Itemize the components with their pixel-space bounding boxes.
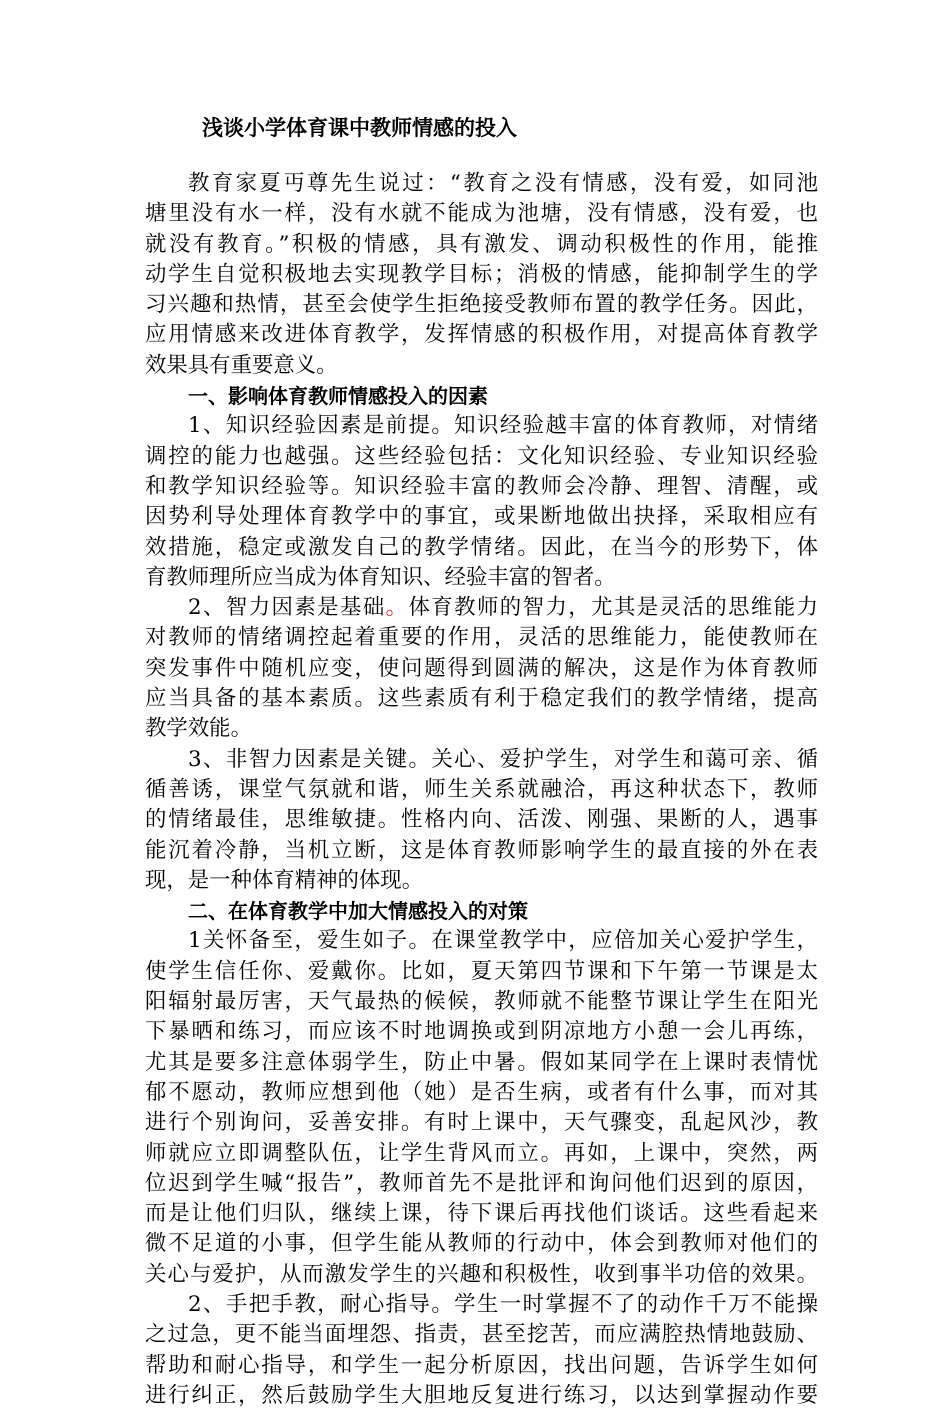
paragraph-line: [145, 1139, 818, 1169]
line-text: 阳辐射最厉害，天气最热的候候，教师就不能整节课让学生在阳光: [145, 989, 818, 1015]
paragraph-line: [145, 1229, 818, 1259]
paragraph-line: [145, 169, 818, 199]
line-text: 一、影响体育教师情感投入的因素: [188, 384, 488, 409]
paragraph-line: [145, 1381, 818, 1411]
line-text: 位迟到学生喊“报告”，教师首先不是批评和询问他们迟到的原因，: [145, 1170, 818, 1196]
paragraph-line: [145, 260, 818, 290]
line-text: 效果具有重要意义。: [145, 352, 338, 378]
line-text: 教育家夏丏尊先生说过：“教育之没有情感，没有爱，如同池: [188, 171, 818, 196]
paragraph-line: [145, 1169, 818, 1199]
paragraph-line: [145, 502, 818, 532]
line-text: 效措施，稳定或激发自己的教学情绪。因此，在当今的形势下，体: [145, 534, 818, 560]
line-text: 关心与爱护，从而激发学生的兴趣和积极性，收到事半功倍的效果。: [145, 1261, 818, 1287]
section-heading: [145, 896, 818, 926]
paragraph-line: [145, 442, 818, 472]
line-text: 突发事件中随机应变，使问题得到圆满的解决，这是作为体育教师: [145, 655, 818, 681]
line-text: 教学效能。: [145, 716, 252, 742]
line-text: 使学生信任你、爱戴你。比如，夏天第四节课和下午第一节课是太: [145, 958, 818, 984]
section-heading: [145, 381, 818, 411]
paragraph-line: [145, 775, 818, 805]
paragraph-line: [145, 623, 818, 653]
paragraph-line: [145, 714, 818, 744]
line-text: 的情绪最佳，思维敏捷。性格内向、活泼、刚强、果断的人，遇事: [145, 807, 818, 833]
paragraph-line: [145, 230, 818, 260]
paragraph-line: [145, 1199, 818, 1229]
paragraph-line: [145, 836, 818, 866]
line-text: 调控的能力也越强。这些经验包括：文化知识经验、专业知识经验: [145, 443, 818, 469]
line-text: 微不足道的小事，但学生能从教师的行动中，体会到教师对他们的: [145, 1231, 818, 1257]
paragraph-line: [145, 957, 818, 987]
document-title: 浅谈小学体育课中教师情感的投入: [202, 116, 517, 140]
paragraph-line: [145, 563, 818, 593]
line-text: 3、非智力因素是关键。关心、爱护学生，对学生和蔼可亲、循: [188, 746, 818, 772]
line-text: 塘里没有水一样，没有水就不能成为池塘，没有情感，没有爱，也: [145, 201, 818, 227]
paragraph-line: [145, 1048, 818, 1078]
paragraph-line: [145, 320, 818, 350]
line-text: 1关怀备至，爱生如子。在课堂教学中，应倍加关心爱护学生，: [188, 928, 818, 954]
line-text: 2、手把手教，耐心指导。学生一时掌握不了的动作千万不能操: [188, 1291, 818, 1317]
line-text: 二、在体育教学中加大情感投入的对策: [188, 899, 528, 924]
paragraph-line: [145, 290, 818, 320]
line-text: 就没有教育。”积极的情感，具有激发、调动积极性的作用，能推: [145, 231, 818, 257]
paragraph-line: [145, 1078, 818, 1108]
paragraph-line: [145, 1260, 818, 1290]
line-text: 育教师理所应当成为体育知识、经验丰富的智者。: [145, 564, 616, 590]
line-text: 帮助和耐心指导，和学生一起分析原因，找出问题，告诉学生如何: [145, 1352, 818, 1378]
line-text: 师就应立即调整队伍，让学生背风而立。再如，上课中，突然，两: [145, 1140, 818, 1166]
line-text: 尤其是要多注意体弱学生，防止中暑。假如某同学在上课时表情忧: [145, 1049, 818, 1075]
line-text: 进行纠正，然后鼓励学生大胆地反复进行练习，以达到掌握动作要: [145, 1382, 818, 1408]
paragraph-line: [145, 1320, 818, 1350]
paragraph-line: [145, 1290, 818, 1320]
paragraph-line: [145, 1351, 818, 1381]
line-text: 对教师的情绪调控起着重要的作用，灵活的思维能力，能使教师在: [145, 625, 818, 651]
line-text: 现，是一种体育精神的体现。: [145, 867, 424, 893]
paragraph-line: [145, 533, 818, 563]
line-text: 下暴晒和练习，而应该不时地调换或到阴凉地方小憩一会儿再练，: [145, 1019, 818, 1045]
line-text: 而是让他们归队，继续上课，待下课后再找他们谈话。这些看起来: [145, 1201, 818, 1227]
line-text: 之过急，更不能当面埋怨、指责，甚至挖苦，而应满腔热情地鼓励、: [145, 1322, 818, 1348]
line-text: 1、知识经验因素是前提。知识经验越丰富的体育教师，对情绪: [188, 413, 818, 439]
paragraph-line: [145, 654, 818, 684]
line-text: 循善诱，课堂气氛就和谐，师生关系就融洽，再这种状态下，教师: [145, 776, 818, 802]
paragraph-line: [145, 411, 818, 441]
paragraph-line: [145, 805, 818, 835]
paragraph-line: [145, 472, 818, 502]
paragraph-line: [145, 1017, 818, 1047]
line-text: 和教学知识经验等。知识经验丰富的教师会冷静、理智、清醒，或: [145, 473, 818, 499]
line-text: 应用情感来改进体育教学，发挥情感的积极作用，对提高体育教学: [145, 322, 818, 348]
paragraph-line: [145, 1108, 818, 1138]
paragraph-line: [145, 199, 818, 229]
line-text-continued: 体育教师的智力，尤其是灵活的思维能力: [408, 595, 818, 621]
paragraph-line: [145, 866, 818, 896]
paragraph-line: [145, 926, 818, 956]
paragraph-line: [145, 351, 818, 381]
line-text: 郁不愿动，教师应想到他（她）是否生病，或者有什么事，而对其: [145, 1079, 818, 1105]
document-body: [145, 169, 818, 1411]
line-text: 2、智力因素是基础: [188, 595, 386, 621]
line-text: 应当具备的基本素质。这些素质有利于稳定我们的教学情绪，提高: [145, 686, 818, 712]
line-text: 因势利导处理体育教学中的事宜，或果断地做出抉择，采取相应有: [145, 504, 818, 530]
line-text: 习兴趣和热情，甚至会使学生拒绝接受教师布置的教学任务。因此，: [145, 292, 818, 318]
line-text: 能沉着冷静，当机立断，这是体育教师影响学生的最直接的外在表: [145, 837, 818, 863]
paragraph-line: [145, 593, 818, 623]
line-text: 进行个别询问，妥善安排。有时上课中，天气骤变，乱起风沙，教: [145, 1110, 818, 1136]
line-text: 动学生自觉积极地去实现教学目标；消极的情感，能抑制学生的学: [145, 261, 818, 287]
paragraph-line: [145, 684, 818, 714]
red-punctuation: 。: [385, 595, 409, 621]
paragraph-line: [145, 987, 818, 1017]
paragraph-line: [145, 745, 818, 775]
